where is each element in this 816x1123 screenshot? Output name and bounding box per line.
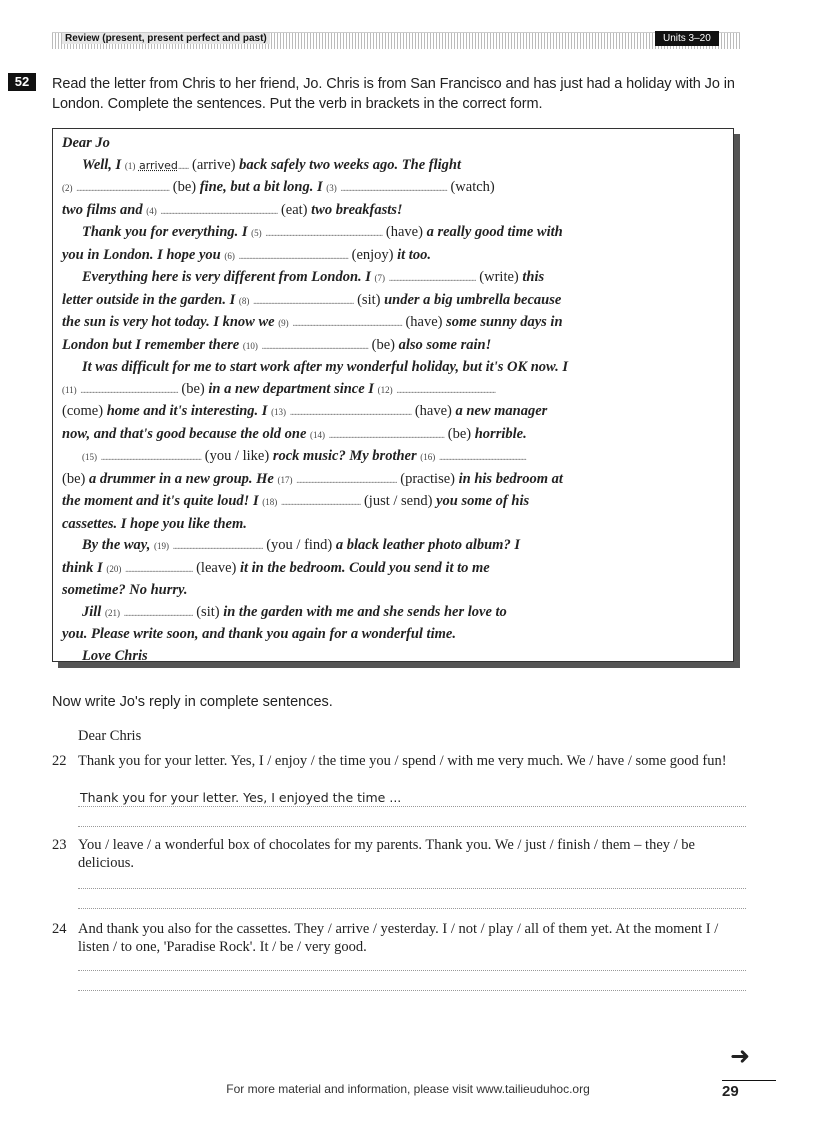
answer-line[interactable]	[78, 806, 746, 807]
verb-prompt: (enjoy)	[351, 246, 394, 263]
example-answer: Thank you for your letter. Yes, I enjoyed the time ...	[80, 790, 402, 805]
answer-blank[interactable]: .....................................................	[280, 497, 361, 508]
gap-number: (21)	[104, 607, 120, 618]
letter-text: back safely two weeks ago. The flight	[239, 156, 461, 173]
letter-text: horrible.	[474, 425, 527, 442]
gap-number: (6)	[224, 250, 235, 261]
letter-text: letter outside in the garden. I	[62, 291, 236, 308]
answer-blank[interactable]: ..................................................................	[396, 384, 496, 396]
exercise-instructions: Read the letter from Chris to her friend, Jo. Chris is from San Francisco and has just had a holiday with Jo in London. Complete the sentences. Put the verb in brackets in the correct form.	[52, 76, 735, 112]
reply-item	[52, 836, 752, 872]
footer-text: For more material and information, please visit www.tailieuduhoc.org	[226, 1082, 590, 1096]
gap-number: (18)	[262, 497, 278, 507]
gap-number: (16)	[420, 452, 436, 462]
verb-prompt: (sit)	[196, 603, 220, 620]
letter-text: now, and that's good because the old one	[62, 425, 307, 442]
item-number: 24	[52, 921, 67, 937]
gap-number: (19)	[153, 541, 169, 551]
answer-line[interactable]	[78, 970, 746, 971]
example-answer: arrived	[138, 158, 178, 172]
verb-prompt: (sit)	[357, 291, 381, 308]
letter-text: in his bedroom at	[458, 470, 563, 487]
gap-number: (1)	[124, 160, 136, 171]
item-number: 23	[52, 837, 67, 853]
reply-item	[52, 920, 752, 956]
answer-blank[interactable]: .........................................................................	[238, 250, 348, 262]
verb-prompt: (have)	[405, 314, 443, 330]
verb-prompt: (eat)	[280, 201, 308, 218]
verb-prompt: (watch)	[450, 179, 495, 195]
letter-text: under a big umbrella because	[384, 291, 562, 308]
gap-number: (17)	[277, 474, 293, 485]
right-arrow-icon: ➜	[730, 1042, 751, 1070]
verb-prompt: (be)	[62, 470, 86, 487]
gap-number: (4)	[146, 205, 157, 216]
verb-prompt: (be)	[172, 179, 197, 195]
gap-number: (7)	[374, 273, 386, 283]
answer-blank[interactable]: ..............................................	[123, 607, 193, 619]
letter-salutation: Dear Jo	[62, 135, 110, 151]
answer-line[interactable]	[78, 888, 746, 889]
answer-line[interactable]	[78, 990, 746, 991]
verb-prompt: (come)	[62, 403, 104, 419]
letter-text: home and it's interesting. I	[106, 403, 268, 419]
gap-number: (9)	[278, 318, 289, 328]
units-badge: Units 3–20	[655, 31, 719, 46]
verb-prompt: (you / like)	[204, 448, 270, 464]
gap-number: (8)	[238, 295, 250, 306]
verb-prompt: (be)	[447, 425, 472, 442]
letter-text: in a new department since I	[208, 380, 374, 397]
letter-text: cassettes. I hope you like them.	[62, 515, 247, 532]
gap-number: (5)	[251, 228, 262, 238]
item-prompt: Thank you for your letter. Yes, I / enjoy / the time you / spend / with me very much. We / have / some good fun!	[78, 753, 727, 769]
answer-blank[interactable]: ..............................................................................	[265, 228, 383, 239]
letter-text: think I	[62, 559, 103, 576]
gap-number: (11)	[62, 384, 77, 395]
answer-blank[interactable]: .............................................	[124, 563, 193, 575]
letter-text: you. Please write soon, and thank you again for a wonderful time.	[62, 626, 456, 642]
verb-prompt: (leave)	[196, 559, 237, 576]
answer-blank[interactable]: ...................................................................	[296, 474, 397, 486]
letter-text: you some of his	[436, 493, 530, 509]
gap-number: (14)	[310, 429, 326, 440]
letter: Dear Jo Well, I (1) arrived....... (arrive) back safely two weeks ago. The flight (2) .............................................................. (be) fine, but a bit long. I (3) ....................................................................... (watch) two films and (4) .............................................................................. (eat) two breakfasts! Thank you for everything. I (5) .............................................................................. (have) a really good time with you in London. I hope you (6) ......................................................................... (enjoy) it too. Everything here is very different from London. I (7) .......................................................... (write) this letter outside in the garden. I (8) ................................................................... (sit) under a big umbrella because the sun is very hot today. I know we (9) ......................................................................... (have) some sunny days in London but I remember there (10) ....................................................................... (be) also some rain! It was difficult for me to start work after my wonderful holiday, but it's OK now. I (11) ................................................................. (be) in a new department since I (12) .................................................................. (come) home and it's interesting. I (13) ................................................................................. (have) a new manager now, and that's good because the old one (14) ............................................................................. (be) horrible. (15) ................................................................... (you / like) rock music? My brother (16) .......................................................... (be) a drummer in a new group. He (17) ................................................................... (practise) in his bedroom at the moment and it's quite loud! I (18) ..................................................... (just / send) you some of his cassettes. I hope you like them. By the way, (19) ............................................................ (you / find) a black leather photo album? I think I (20) ............................................. (leave) it in the bedroom. Could you send it to me sometime? No hurry. Jill (21) .............................................. (sit) in the garden with me and she sends her love to you. Please write soon, and thank you again for a wonderful time. Love Chris	[62, 133, 722, 667]
page-number: 29	[722, 1080, 776, 1100]
letter-text: Everything here is very different from London. I	[82, 269, 371, 285]
letter-text: also some rain!	[398, 336, 492, 353]
gap-number: (20)	[106, 563, 122, 574]
letter-text: a new manager	[455, 403, 548, 419]
gap-number: (2)	[62, 183, 73, 193]
verb-prompt: (have)	[385, 224, 423, 240]
answer-blank[interactable]: .................................................................................	[289, 407, 412, 418]
letter-text: a drummer in a new group. He	[88, 470, 274, 487]
letter-text: London but I remember there	[62, 336, 240, 353]
reply-salutation: Dear Chris	[78, 728, 142, 744]
exercise-number: 52	[8, 73, 36, 91]
answer-blank[interactable]: ..............................................................	[76, 183, 170, 194]
verb-prompt: (you / find)	[266, 537, 333, 553]
answer-blank[interactable]: .......................................................................	[261, 340, 368, 352]
answer-blank[interactable]: ..........................................................	[438, 452, 526, 463]
letter-text: some sunny days in	[446, 314, 563, 330]
header-title: Review (present, present perfect and past)	[62, 33, 270, 44]
letter-text: it too.	[397, 246, 431, 263]
verb-prompt: (arrive)	[192, 156, 236, 173]
letter-text: two films and	[62, 201, 143, 218]
reply-instruction: Now write Jo's reply in complete sentences.	[52, 694, 333, 710]
verb-prompt: (have)	[414, 403, 452, 419]
letter-text: this	[522, 269, 545, 285]
answer-blank[interactable]: ..............................................................................	[160, 205, 278, 217]
answer-blank[interactable]: .......................................................................	[340, 183, 447, 194]
letter-text: in the garden with me and she sends her love to	[223, 603, 507, 620]
verb-prompt: (just / send)	[363, 493, 433, 509]
verb-prompt: (be)	[181, 380, 205, 397]
verb-prompt: (practise)	[400, 470, 455, 487]
letter-text: sometime? No hurry.	[62, 582, 188, 598]
answer-blank[interactable]: ..........................................................	[388, 273, 476, 284]
letter-text: Well, I	[82, 156, 122, 173]
letter-signoff: Love Chris	[82, 647, 148, 664]
gap-number: (3)	[326, 183, 337, 193]
answer-blank[interactable]: ...................................................................	[100, 452, 202, 463]
gap-number: (10)	[242, 340, 258, 351]
gap-number: (15)	[82, 452, 97, 462]
letter-text: a black leather photo album? I	[335, 537, 520, 553]
item-number: 22	[52, 753, 67, 769]
gap-number: (12)	[377, 384, 393, 395]
letter-text: two breakfasts!	[311, 201, 403, 218]
answer-line[interactable]	[78, 826, 746, 827]
letter-text: It was difficult for me to start work after my wonderful holiday, but it's OK now. I	[82, 359, 569, 375]
answer-line[interactable]	[78, 908, 746, 909]
gap-number: (13)	[271, 407, 287, 417]
item-prompt: And thank you also for the cassettes. They / arrive / yesterday. I / not / play / all of them yet. At the moment I / listen / to one, 'Paradise Rock'. It / be / very good.	[78, 921, 719, 955]
letter-text: it in the bedroom. Could you send it to me	[239, 559, 490, 576]
answer-blank[interactable]: ...................................................................	[252, 295, 354, 307]
letter-text: rock music? My brother	[272, 448, 417, 464]
item-prompt: You / leave / a wonderful box of chocolates for my parents. Thank you. We / just / finish / them – they / be delicious.	[78, 837, 695, 871]
letter-text: the moment and it's quite loud! I	[62, 493, 259, 509]
verb-prompt: (be)	[371, 336, 395, 353]
verb-prompt: (write)	[479, 269, 519, 285]
answer-blank[interactable]: .........................................................................	[292, 318, 402, 329]
letter-text: Thank you for everything. I	[82, 224, 248, 240]
reply-item	[52, 752, 752, 770]
letter-text: By the way,	[82, 537, 151, 553]
answer-blank[interactable]: .................................................................	[80, 384, 178, 396]
answer-blank[interactable]: .............................................................................	[328, 429, 445, 441]
answer-blank[interactable]: ............................................................	[172, 541, 263, 552]
letter-text: you in London. I hope you	[62, 246, 221, 263]
letter-text: a really good time with	[426, 224, 563, 240]
letter-text: Jill	[82, 603, 102, 620]
letter-text: the sun is very hot today. I know we	[62, 314, 275, 330]
letter-text: fine, but a bit long. I	[199, 179, 323, 195]
